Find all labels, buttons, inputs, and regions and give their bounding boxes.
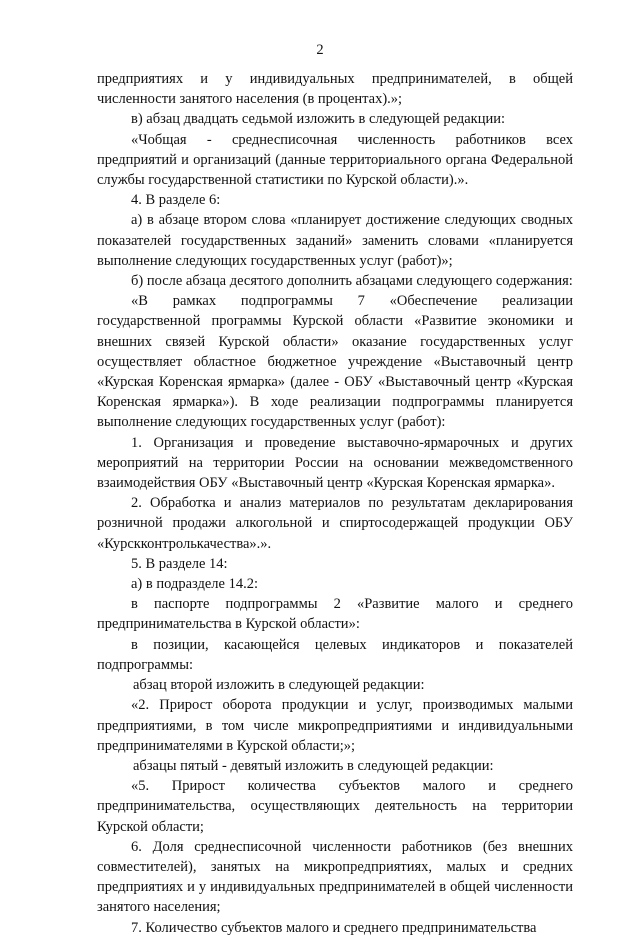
paragraph: в паспорте подпрограммы 2 «Развитие малого и среднего предпринимательства в Курской области»: — [97, 596, 573, 633]
paragraph: «Чобщая - среднесписочная численность работников всех предприятий и организаций (данные территориального органа Федеральной службы государственной статистики по Курской области).». — [97, 131, 573, 189]
paragraph: а) в подразделе 14.2: — [131, 576, 258, 593]
paragraph: б) после абзаца десятого дополнить абзацами следующего содержания: — [131, 273, 573, 290]
paragraph: в) абзац двадцать седьмой изложить в следующей редакции: — [131, 111, 506, 128]
paragraph: «5. Прирост количества субъектов малого и среднего предпринимательства, осуществляющих деятельность на территории Курской области; — [97, 778, 573, 835]
paragraph: а) в абзаце втором слова «планирует достижение следующих сводных показателей государственных заданий» заменить словами «планируется выполнение следующих государственных услуг (работ)»; — [97, 212, 573, 269]
paragraph: 1. Организация и проведение выставочно-ярмарочных и других мероприятий на территории России на основании межведомственного взаимодействия ОБУ «Выставочный центр «Курская Коренская ярмарка». — [97, 434, 573, 492]
paragraph: 5. В разделе 14: — [131, 555, 228, 572]
paragraph: 6. Доля среднесписочной численности работников (без внешних совместителей), занятых на микропредприятиях, малых и средних предприятиях и у индивидуальных предпринимателей в общей численности занятого населения; — [97, 838, 573, 916]
paragraph: 2. Обработка и анализ материалов по результатам декларирования розничной продажи алкогольной и спиртосодержащей продукции ОБУ «Курскконтролькачества».». — [97, 495, 573, 552]
paragraph: «2. Прирост оборота продукции и услуг, производимых малыми предприятиями, в том числе микропредприятиями и индивидуальными предпринимателями в Курской области;»; — [97, 697, 573, 754]
paragraph: «В рамках подпрограммы 7 «Обеспечение реализации государственной программы Курской области «Развитие экономики и внешних связей Курской области» оказание государственных услуг осуществляет областное бюджетное учреждение «Выставочный центр «Курская Коренская ярмарка» (далее - ОБУ «Выставочный центр «Курская Коренская ярмарка»). В ходе реализации подпрограммы планируется выполнение следующих государственных услуг (работ): — [97, 293, 573, 431]
paragraph: 7. Количество субъектов малого и среднего предпринимательства — [131, 919, 537, 936]
document-body — [97, 69, 573, 938]
paragraph: 4. В разделе 6: — [131, 192, 221, 209]
paragraph: абзацы пятый - девятый изложить в следующей редакции: — [133, 757, 494, 774]
paragraph: в позиции, касающейся целевых индикаторов и показателей подпрограммы: — [97, 636, 573, 673]
paragraph: предприятиях и у индивидуальных предпринимателей, в общей численности занятого населения (в процентах).»; — [97, 71, 573, 108]
page-number: 2 — [316, 42, 324, 58]
paragraph: абзац второй изложить в следующей редакции: — [133, 677, 425, 694]
